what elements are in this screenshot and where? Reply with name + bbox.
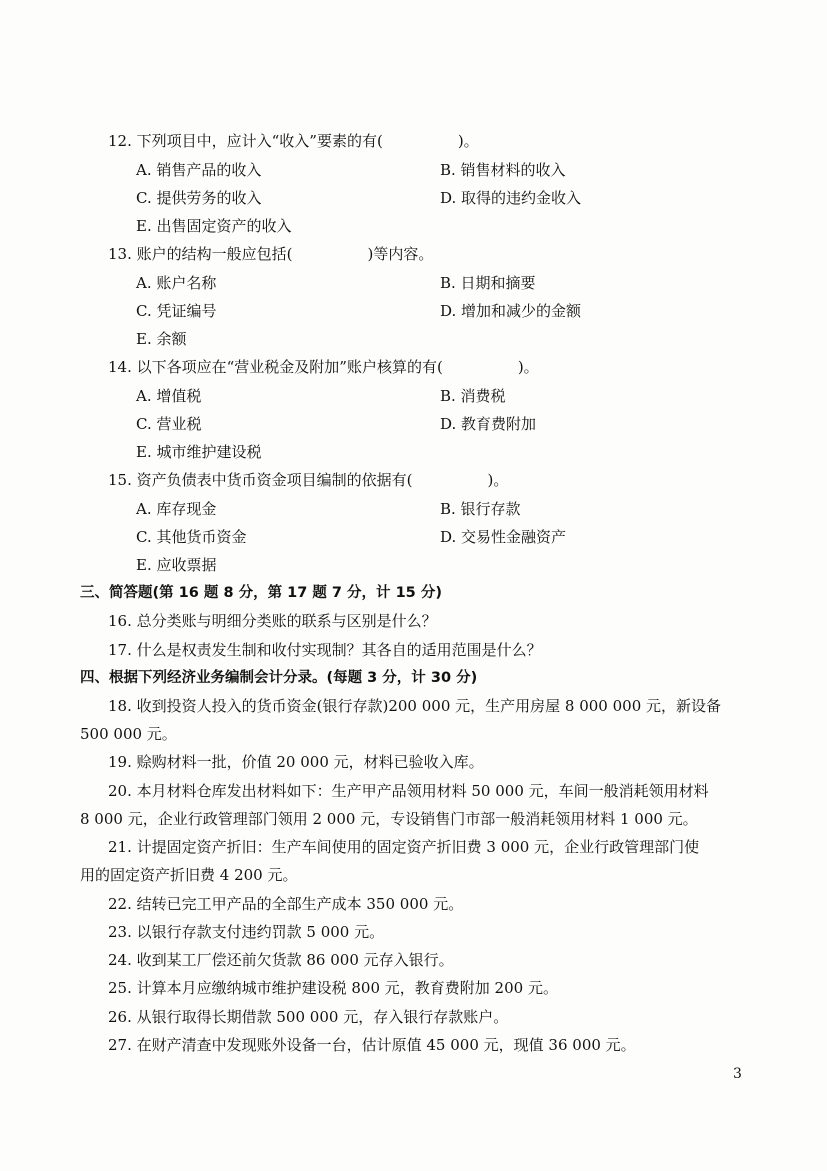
question-13-option-a: A. 账户名称 [136, 274, 217, 292]
question-15-option-e: E. 应收票据 [136, 556, 217, 574]
question-12-option-c: C. 提供劳务的收入 [136, 189, 262, 207]
question-13-option-c: C. 凭证编号 [136, 302, 217, 320]
question-12-stem: 12. 下列项目中，应计入“收入”要素的有( )。 [108, 132, 479, 150]
question-13-stem: 13. 账户的结构一般应包括( )等内容。 [108, 245, 434, 263]
question-14-option-c: C. 营业税 [136, 415, 202, 433]
page-number: 3 [733, 1066, 742, 1082]
question-25: 25. 计算本月应缴纳城市维护建设税 800 元，教育费附加 200 元。 [108, 979, 558, 997]
question-15-stem: 15. 资产负债表中货币资金项目编制的依据有( )。 [108, 471, 509, 489]
question-15-option-b: B. 银行存款 [440, 500, 521, 518]
question-13-option-e: E. 余额 [136, 330, 187, 348]
question-14-option-b: B. 消费税 [440, 387, 506, 405]
question-18-line-1: 18. 收到投资人投入的货币资金(银行存款)200 000 元，生产用房屋 8 000 000 元，新设备 [108, 697, 722, 715]
question-20-line-1: 20. 本月材料仓库发出材料如下：生产甲产品领用材料 50 000 元，车间一般消耗领用材料 [108, 782, 709, 800]
question-21-line-1: 21. 计提固定资产折旧：生产车间使用的固定资产折旧费 3 000 元，企业行政管理部门使 [108, 838, 700, 856]
question-14-option-d: D. 教育费附加 [440, 415, 537, 433]
question-19: 19. 赊购材料一批，价值 20 000 元，材料已验收入库。 [108, 753, 484, 771]
question-14-option-a: A. 增值税 [136, 387, 202, 405]
question-17: 17. 什么是权责发生制和收付实现制？其各自的适用范围是什么？ [108, 641, 542, 659]
question-12-option-e: E. 出售固定资产的收入 [136, 217, 292, 235]
question-15-option-a: A. 库存现金 [136, 500, 217, 518]
question-15-option-d: D. 交易性金融资产 [440, 528, 567, 546]
section-3-heading: 三、简答题(第 16 题 8 分，第 17 题 7 分，计 15 分) [80, 585, 442, 601]
question-20-line-2: 8 000 元，企业行政管理部门领用 2 000 元，专设销售门市部一般消耗领用材料 1 000 元。 [80, 810, 698, 828]
section-4-heading: 四、根据下列经济业务编制会计分录。(每题 3 分，计 30 分) [80, 670, 478, 686]
question-12-option-b: B. 销售材料的收入 [440, 161, 566, 179]
question-15-option-c: C. 其他货币资金 [136, 528, 247, 546]
question-13-option-b: B. 日期和摘要 [440, 274, 536, 292]
question-21-line-2: 用的固定资产折旧费 4 200 元。 [80, 866, 298, 884]
question-12-option-a: A. 销售产品的收入 [136, 161, 262, 179]
question-23: 23. 以银行存款支付违约罚款 5 000 元。 [108, 923, 385, 941]
question-14-stem: 14. 以下各项应在“营业税金及附加”账户核算的有( )。 [108, 358, 539, 376]
question-27: 27. 在财产清查中发现账外设备一台，估计原值 45 000 元，现值 36 000 元。 [108, 1036, 636, 1054]
question-22: 22. 结转已完工甲产品的全部生产成本 350 000 元。 [108, 895, 464, 913]
question-14-option-e: E. 城市维护建设税 [136, 443, 262, 461]
question-13-option-d: D. 增加和减少的金额 [440, 302, 582, 320]
question-18-line-2: 500 000 元。 [80, 725, 177, 743]
question-26: 26. 从银行取得长期借款 500 000 元，存入银行存款账户。 [108, 1008, 509, 1026]
question-16: 16. 总分类账与明细分类账的联系与区别是什么？ [108, 612, 437, 630]
question-24: 24. 收到某工厂偿还前欠货款 86 000 元存入银行。 [108, 951, 454, 969]
question-12-option-d: D. 取得的违约金收入 [440, 189, 582, 207]
